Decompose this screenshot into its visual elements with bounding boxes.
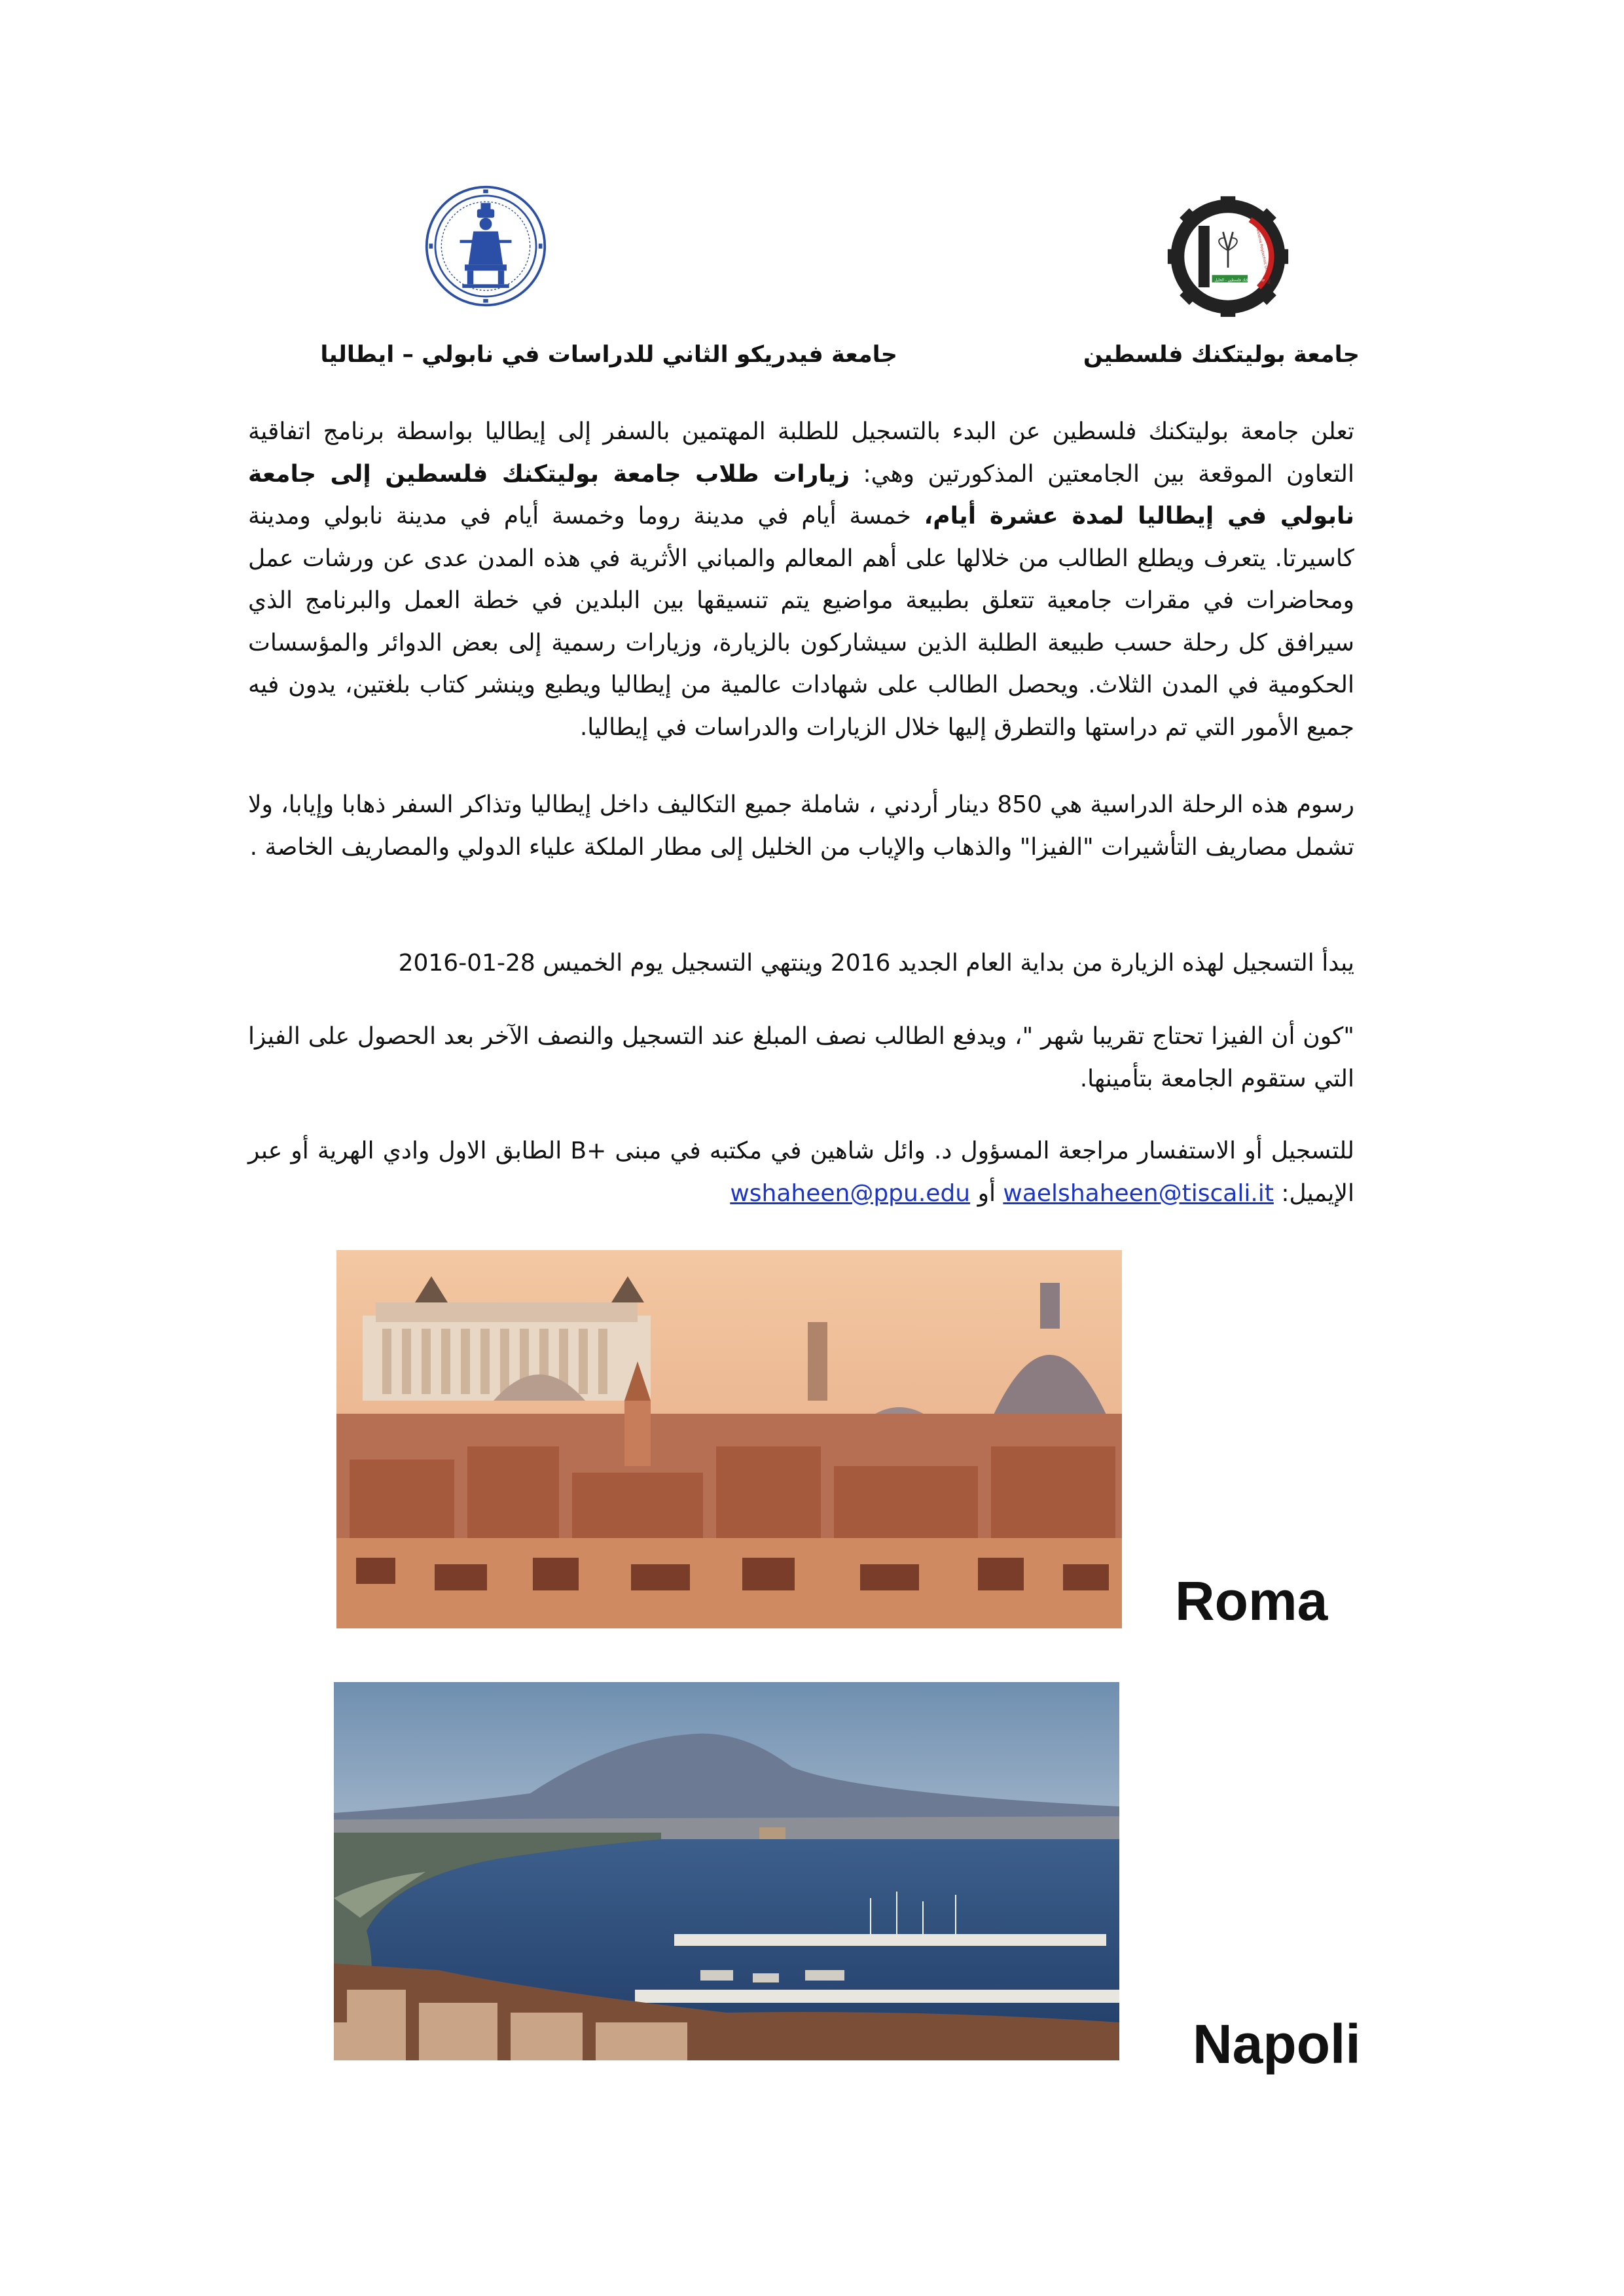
fees-text: رسوم هذه الرحلة الدراسية هي 850 دينار أردني ، شاملة جميع التكاليف داخل إيطاليا وتذاكر السفر ذهابا وإيابا، ولا تشمل مصاريف التأشيرات "الفيزا" والذهاب والإياب من الخليل إلى مطار الملكة علياء الدولي والمصاريف الخاصة . xyxy=(248,791,1354,861)
announcement-paragraph xyxy=(248,411,1354,749)
ppu-university-name: جامعة بوليتكنك فلسطين xyxy=(1083,342,1360,368)
napoli-label: Napoli xyxy=(1193,2013,1361,2075)
contact-paragraph xyxy=(248,1130,1354,1215)
naples-university-name: جامعة فيدريكو الثاني للدراسات في نابولي – ايطاليا xyxy=(320,342,897,368)
announcement-intro: تعلن جامعة بوليتكنك فلسطين عن البدء بالتسجيل للطلبة المهتمين بالسفر إلى إيطاليا بواسطة برنامج اتفاقية التعاون الموقعة بين الجامعتين المذكورتين وهي: xyxy=(248,418,1354,488)
roma-cityscape-photo xyxy=(336,1250,1122,1628)
program-title: زيارات طلاب جامعة بوليتكنك فلسطين إلى جامعة نابولي في إيطاليا لمدة عشرة أيام، xyxy=(248,460,1354,529)
roma-label: Roma xyxy=(1175,1570,1328,1632)
registration-dates-text: يبدأ التسجيل لهذه الزيارة من بداية العام الجديد 2016 وينتهي التسجيل يوم الخميس 28-01-2016 xyxy=(398,950,1354,977)
visa-paragraph xyxy=(248,1016,1354,1100)
registration-dates-paragraph xyxy=(248,942,1354,985)
email-link-ppu[interactable]: wshaheen@ppu.edu xyxy=(730,1179,971,1207)
federico-ii-seal-logo xyxy=(424,185,547,308)
program-details: خمسة أيام في مدينة روما وخمسة أيام في مدينة نابولي ومدينة كاسيرتا. يتعرف ويطلع الطالب من خلالها على أهم المعالم والمباني الأثرية في هذه المدن عدى عن ورشات عمل ومحاضرات في مقرات جامعية تتعلق بطبيعة مواضيع يتم تنسيقها بين البلدين في خطة العمل والبرنامج الذي سيرافق كل رحلة حسب طبيعة الطلبة الذين سيشاركون بالزيارة، وزيارات رسمية إلى بعض الدوائر والمؤسسات الحكومية في المدن الثلاث. ويحصل الطالب على شهادات عالمية من إيطاليا ويطبع وينشر كتاب بلغتين، يدون فيه جميع الأمور التي تم دراستها والتطرق إليها خلال الزيارات والدراسات في إيطاليا. xyxy=(248,503,1354,741)
visa-text: "كون أن الفيزا تحتاج تقريبا شهر "، ويدفع الطالب نصف المبلغ عند التسجيل والنصف الآخر بعد الحصول على الفيزا التي ستقوم الجامعة بتأمينها. xyxy=(248,1023,1354,1092)
or-word: أو xyxy=(970,1179,1003,1207)
email-link-tiscali[interactable]: waelshaheen@tiscali.it xyxy=(1003,1179,1274,1207)
ppu-logo-arabic: جامعة بوليتكنك فلسطين - الخليل xyxy=(1214,278,1265,283)
ppu-logo-text: Palestine Polytechnic University xyxy=(1255,226,1271,285)
napoli-bay-photo xyxy=(334,1682,1119,2060)
contact-text: للتسجيل أو الاستفسار مراجعة المسؤول د. وائل شاهين في مكتبه في مبنى +B الطابق الاول وادي الهرية أو عبر الإيميل: xyxy=(248,1138,1355,1207)
fees-paragraph xyxy=(248,784,1354,869)
ppu-gear-logo xyxy=(1166,195,1290,318)
